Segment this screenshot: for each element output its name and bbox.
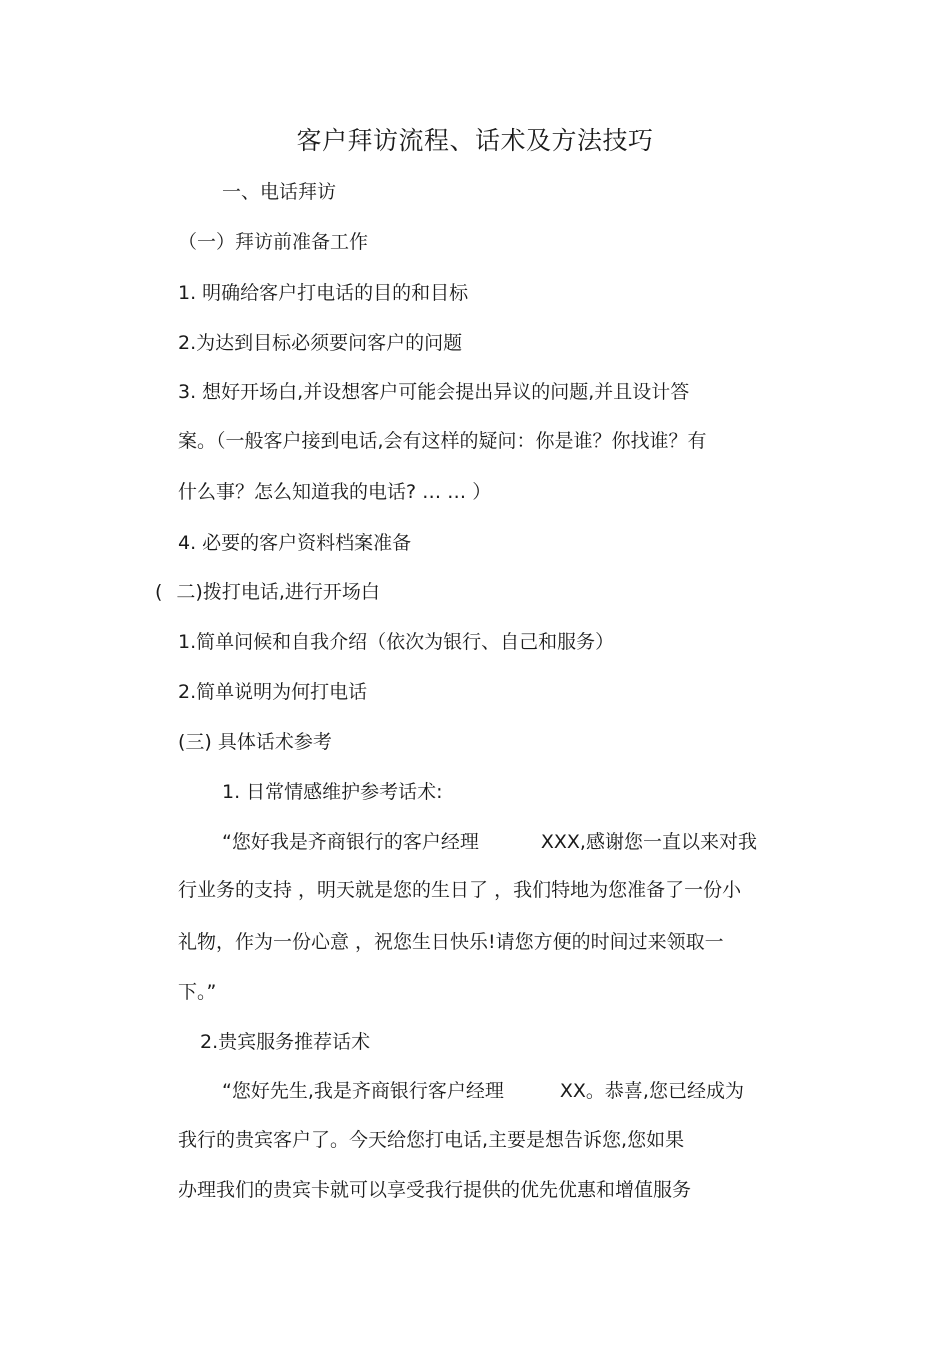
script-daily-care-line: 礼物，作为一份心意 ，祝您生日快乐!请您方便的时间过来领取一 xyxy=(178,931,724,953)
list-item: 3. 想好开场白,并设想客户可能会提出异议的问题,并且设计答 xyxy=(178,381,690,403)
list-item: 1.简单问候和自我介绍（依次为银行、自己和服务） xyxy=(178,631,615,653)
list-item-continuation: 什么事？怎么知道我的电话? … … ） xyxy=(178,481,492,503)
script-daily-care-line: 行业务的支持 ，明天就是您的生日了 ，我们特地为您准备了一份小 xyxy=(178,879,742,901)
script-title-vip: 2.贵宾服务推荐话术 xyxy=(200,1031,371,1053)
section-heading-phone-visit: 一、电话拜访 xyxy=(222,181,337,203)
script-text: XXX,感谢您一直以来对我 xyxy=(540,831,757,853)
script-daily-care-line xyxy=(222,830,757,854)
script-text: “您好我是齐商银行的客户经理 xyxy=(222,831,479,853)
subheading-paren: ( xyxy=(155,581,163,603)
list-item: 2.为达到目标必须要问客户的问题 xyxy=(178,332,463,354)
script-vip-line: 办理我们的贵宾卡就可以享受我行提供的优先优惠和增值服务 xyxy=(178,1179,692,1201)
script-daily-care-line: 下。” xyxy=(178,981,217,1003)
list-item: 2.简单说明为何打电话 xyxy=(178,681,368,703)
script-text: XX。恭喜,您已经成为 xyxy=(559,1080,744,1102)
script-vip-line: 我行的贵宾客户了。今天给您打电话,主要是想告诉您,您如果 xyxy=(178,1129,685,1151)
subheading-preparation: （一）拜访前准备工作 xyxy=(178,231,369,253)
page-title: 客户拜访流程、话术及方法技巧 xyxy=(296,126,654,155)
subheading-dial-text: 二)拨打电话,进行开场白 xyxy=(176,581,380,603)
list-item-continuation: 案。（一般客户接到电话,会有这样的疑问：你是谁？你找谁？有 xyxy=(178,430,707,452)
subheading-scripts: (三) 具体话术参考 xyxy=(178,731,332,753)
script-title-daily-care: 1. 日常情感维护参考话术: xyxy=(222,781,443,803)
list-item: 1. 明确给客户打电话的目的和目标 xyxy=(178,282,469,304)
script-text: “您好先生,我是齐商银行客户经理 xyxy=(222,1080,504,1102)
subheading-dial xyxy=(155,580,380,604)
script-vip-line xyxy=(222,1079,744,1103)
list-item: 4. 必要的客户资料档案准备 xyxy=(178,532,412,554)
